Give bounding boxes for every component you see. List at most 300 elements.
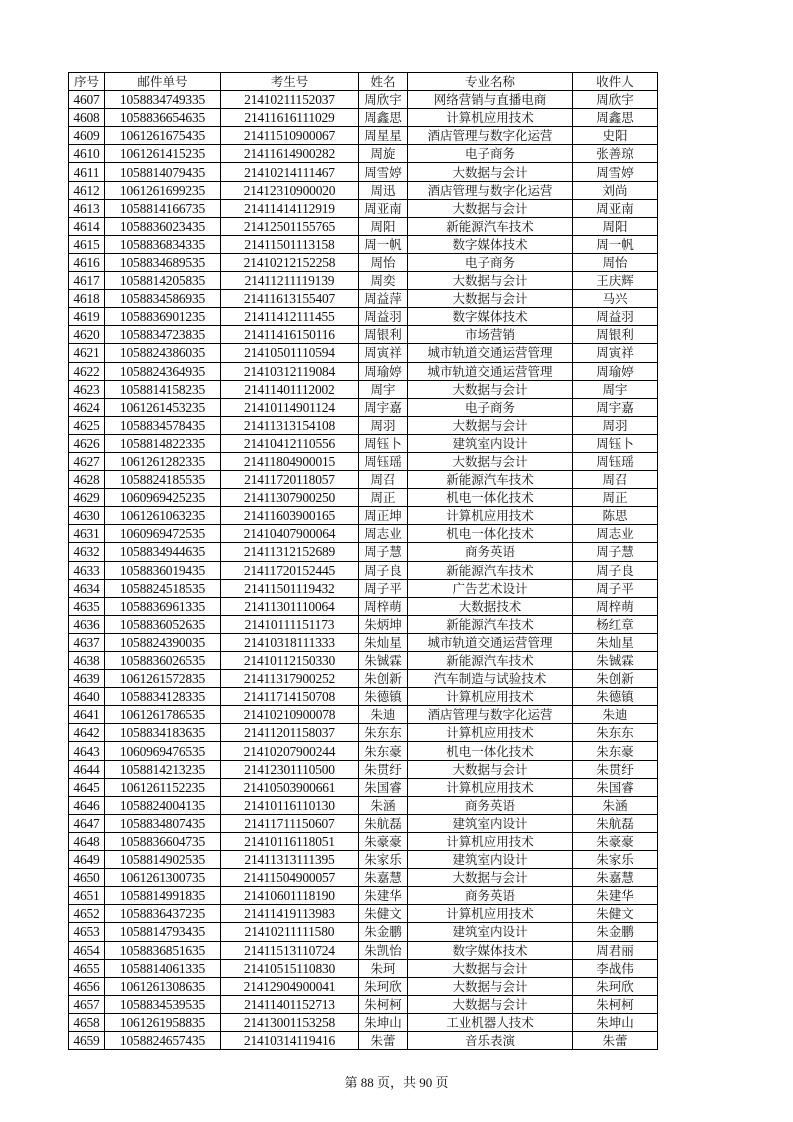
cell-name: 朱东豪: [359, 742, 408, 760]
cell-recipient: 朱建华: [573, 887, 658, 905]
table-row: [69, 615, 658, 633]
cell-name: 朱航磊: [359, 814, 408, 832]
cell-recipient: 周瑜婷: [573, 362, 658, 380]
cell-recipient: 周君丽: [573, 941, 658, 959]
cell-name: 朱炳坤: [359, 615, 408, 633]
table-header-row: [69, 73, 658, 91]
cell-serial-number: 4636: [69, 615, 105, 633]
table-row: [69, 742, 658, 760]
cell-mail-number: 1058814158235: [105, 380, 221, 398]
cell-mail-number: 1061261282335: [105, 452, 221, 470]
cell-name: 朱珂欣: [359, 977, 408, 995]
cell-major: 城市轨道交通运营管理: [408, 633, 573, 651]
cell-major: 大数据与会计: [408, 272, 573, 290]
cell-recipient: 朱柯柯: [573, 995, 658, 1013]
cell-exam-number: 21410318111333: [221, 633, 359, 651]
cell-mail-number: 1058834183635: [105, 724, 221, 742]
table-row: [69, 181, 658, 199]
cell-major: 数字媒体技术: [408, 308, 573, 326]
cell-name: 朱健文: [359, 905, 408, 923]
table-row: [69, 109, 658, 127]
table-row: [69, 832, 658, 850]
cell-major: 新能源汽车技术: [408, 615, 573, 633]
cell-name: 周欣宇: [359, 91, 408, 109]
table-row: [69, 814, 658, 832]
cell-name: 周星星: [359, 127, 408, 145]
cell-name: 周羽: [359, 416, 408, 434]
cell-exam-number: 21411419113983: [221, 905, 359, 923]
table-row: [69, 670, 658, 688]
cell-name: 朱涵: [359, 796, 408, 814]
cell-recipient: 周子良: [573, 561, 658, 579]
cell-serial-number: 4615: [69, 235, 105, 253]
cell-serial-number: 4610: [69, 145, 105, 163]
cell-name: 周旋: [359, 145, 408, 163]
cell-exam-number: 21410214111467: [221, 163, 359, 181]
cell-mail-number: 1058834586935: [105, 290, 221, 308]
cell-recipient: 周召: [573, 471, 658, 489]
cell-serial-number: 4607: [69, 91, 105, 109]
cell-mail-number: 1058814166735: [105, 199, 221, 217]
cell-recipient: 周志业: [573, 525, 658, 543]
table-body: [69, 91, 658, 1050]
cell-serial-number: 4642: [69, 724, 105, 742]
cell-name: 朱珂: [359, 959, 408, 977]
table-row: [69, 561, 658, 579]
table-row: [69, 434, 658, 452]
cell-recipient: 杨红章: [573, 615, 658, 633]
cell-name: 朱德镇: [359, 688, 408, 706]
table-row: [69, 235, 658, 253]
cell-major: 城市轨道交通运营管理: [408, 344, 573, 362]
cell-serial-number: 4646: [69, 796, 105, 814]
cell-name: 周钰瑶: [359, 452, 408, 470]
cell-mail-number: 1058836851635: [105, 941, 221, 959]
cell-name: 周益萍: [359, 290, 408, 308]
cell-exam-number: 21410116118051: [221, 832, 359, 850]
cell-major: 音乐表演: [408, 1031, 573, 1049]
cell-recipient: 周羽: [573, 416, 658, 434]
cell-major: 商务英语: [408, 543, 573, 561]
cell-serial-number: 4618: [69, 290, 105, 308]
cell-exam-number: 21410111151173: [221, 615, 359, 633]
cell-recipient: 朱健文: [573, 905, 658, 923]
cell-major: 城市轨道交通运营管理: [408, 362, 573, 380]
cell-serial-number: 4651: [69, 887, 105, 905]
cell-serial-number: 4617: [69, 272, 105, 290]
table-row: [69, 977, 658, 995]
cell-name: 朱东东: [359, 724, 408, 742]
cell-exam-number: 21411414112919: [221, 199, 359, 217]
cell-exam-number: 21411317900252: [221, 670, 359, 688]
cell-exam-number: 21411201158037: [221, 724, 359, 742]
cell-mail-number: 1061261675435: [105, 127, 221, 145]
cell-mail-number: 1058834723835: [105, 326, 221, 344]
cell-mail-number: 1060969425235: [105, 489, 221, 507]
cell-recipient: 马兴: [573, 290, 658, 308]
cell-major: 新能源汽车技术: [408, 471, 573, 489]
cell-exam-number: 21411804900015: [221, 452, 359, 470]
cell-mail-number: 1058814822335: [105, 434, 221, 452]
cell-recipient: 朱坤山: [573, 1013, 658, 1031]
cell-name: 周寅祥: [359, 344, 408, 362]
cell-name: 周益羽: [359, 308, 408, 326]
cell-mail-number: 1058836052635: [105, 615, 221, 633]
cell-mail-number: 1058836019435: [105, 561, 221, 579]
cell-serial-number: 4657: [69, 995, 105, 1013]
cell-exam-number: 21410503900661: [221, 778, 359, 796]
cell-name: 周怡: [359, 253, 408, 271]
cell-exam-number: 21410116110130: [221, 796, 359, 814]
cell-major: 新能源汽车技术: [408, 652, 573, 670]
cell-serial-number: 4637: [69, 633, 105, 651]
table-row: [69, 688, 658, 706]
cell-recipient: 周一帆: [573, 235, 658, 253]
table-row: [69, 724, 658, 742]
cell-exam-number: 21412904900041: [221, 977, 359, 995]
table-row: [69, 344, 658, 362]
cell-exam-number: 21410112150330: [221, 652, 359, 670]
cell-recipient: 朱嘉慧: [573, 869, 658, 887]
mailing-table: [68, 72, 658, 1050]
header-recipient: 收件人: [573, 73, 658, 91]
cell-major: 机电一体化技术: [408, 525, 573, 543]
cell-serial-number: 4619: [69, 308, 105, 326]
cell-exam-number: 21410601118190: [221, 887, 359, 905]
cell-exam-number: 21411614900282: [221, 145, 359, 163]
table-row: [69, 543, 658, 561]
cell-serial-number: 4627: [69, 452, 105, 470]
cell-recipient: 朱蕾: [573, 1031, 658, 1049]
table-row: [69, 778, 658, 796]
cell-name: 周宇: [359, 380, 408, 398]
cell-recipient: 周雪婷: [573, 163, 658, 181]
cell-exam-number: 21413001153258: [221, 1013, 359, 1031]
cell-serial-number: 4629: [69, 489, 105, 507]
cell-exam-number: 21411501113158: [221, 235, 359, 253]
table-row: [69, 272, 658, 290]
cell-major: 市场营销: [408, 326, 573, 344]
table-row: [69, 471, 658, 489]
cell-recipient: 周钰卜: [573, 434, 658, 452]
cell-recipient: 朱东东: [573, 724, 658, 742]
cell-exam-number: 21410407900064: [221, 525, 359, 543]
cell-mail-number: 1058814991835: [105, 887, 221, 905]
cell-major: 商务英语: [408, 887, 573, 905]
cell-mail-number: 1061261786535: [105, 706, 221, 724]
cell-serial-number: 4638: [69, 652, 105, 670]
cell-mail-number: 1058834944635: [105, 543, 221, 561]
cell-major: 建筑室内设计: [408, 434, 573, 452]
cell-major: 新能源汽车技术: [408, 217, 573, 235]
cell-major: 电子商务: [408, 253, 573, 271]
cell-recipient: 周宇: [573, 380, 658, 398]
cell-recipient: 朱东豪: [573, 742, 658, 760]
cell-serial-number: 4644: [69, 760, 105, 778]
cell-recipient: 王庆辉: [573, 272, 658, 290]
cell-major: 计算机应用技术: [408, 832, 573, 850]
cell-name: 朱坤山: [359, 1013, 408, 1031]
cell-mail-number: 1058824390035: [105, 633, 221, 651]
cell-serial-number: 4622: [69, 362, 105, 380]
cell-exam-number: 21410314119416: [221, 1031, 359, 1049]
cell-mail-number: 1058824004135: [105, 796, 221, 814]
cell-name: 周迅: [359, 181, 408, 199]
table-row: [69, 127, 658, 145]
table-row: [69, 525, 658, 543]
cell-mail-number: 1061261453235: [105, 398, 221, 416]
cell-name: 朱凯怡: [359, 941, 408, 959]
cell-serial-number: 4609: [69, 127, 105, 145]
cell-recipient: 史阳: [573, 127, 658, 145]
cell-serial-number: 4626: [69, 434, 105, 452]
cell-exam-number: 21411510900067: [221, 127, 359, 145]
cell-major: 酒店管理与数字化运营: [408, 706, 573, 724]
cell-major: 电子商务: [408, 145, 573, 163]
cell-serial-number: 4649: [69, 851, 105, 869]
cell-mail-number: 1058814902535: [105, 851, 221, 869]
table-row: [69, 1013, 658, 1031]
table-row: [69, 199, 658, 217]
cell-serial-number: 4640: [69, 688, 105, 706]
cell-serial-number: 4616: [69, 253, 105, 271]
table-row: [69, 887, 658, 905]
cell-mail-number: 1058836023435: [105, 217, 221, 235]
cell-mail-number: 1058836901235: [105, 308, 221, 326]
cell-recipient: 周欣宇: [573, 91, 658, 109]
table-row: [69, 507, 658, 525]
table-row: [69, 760, 658, 778]
cell-exam-number: 21412301110500: [221, 760, 359, 778]
cell-recipient: 朱国睿: [573, 778, 658, 796]
cell-recipient: 朱德镇: [573, 688, 658, 706]
cell-serial-number: 4658: [69, 1013, 105, 1031]
cell-major: 汽车制造与试验技术: [408, 670, 573, 688]
cell-major: 大数据与会计: [408, 452, 573, 470]
cell-name: 朱国睿: [359, 778, 408, 796]
cell-name: 周子良: [359, 561, 408, 579]
table-row: [69, 1031, 658, 1049]
cell-major: 大数据与会计: [408, 959, 573, 977]
cell-exam-number: 21411711150607: [221, 814, 359, 832]
cell-serial-number: 4621: [69, 344, 105, 362]
cell-mail-number: 1058824386035: [105, 344, 221, 362]
cell-mail-number: 1058814061335: [105, 959, 221, 977]
cell-mail-number: 1061261958835: [105, 1013, 221, 1031]
table-row: [69, 652, 658, 670]
cell-name: 朱迪: [359, 706, 408, 724]
cell-name: 周子平: [359, 579, 408, 597]
cell-recipient: 周鑫思: [573, 109, 658, 127]
cell-exam-number: 21410412110556: [221, 434, 359, 452]
cell-recipient: 朱创新: [573, 670, 658, 688]
cell-serial-number: 4635: [69, 597, 105, 615]
cell-exam-number: 21410211111580: [221, 923, 359, 941]
cell-recipient: 朱灿星: [573, 633, 658, 651]
cell-recipient: 朱铖霖: [573, 652, 658, 670]
page-number: 第 88 页，共 90 页: [344, 1075, 449, 1090]
cell-recipient: 周寅祥: [573, 344, 658, 362]
cell-recipient: 周子慧: [573, 543, 658, 561]
cell-serial-number: 4643: [69, 742, 105, 760]
cell-exam-number: 21412501155765: [221, 217, 359, 235]
cell-serial-number: 4652: [69, 905, 105, 923]
cell-recipient: 周宇嘉: [573, 398, 658, 416]
cell-name: 周正: [359, 489, 408, 507]
cell-major: 大数据与会计: [408, 290, 573, 308]
cell-serial-number: 4632: [69, 543, 105, 561]
cell-serial-number: 4653: [69, 923, 105, 941]
cell-name: 朱家乐: [359, 851, 408, 869]
cell-major: 大数据与会计: [408, 416, 573, 434]
cell-recipient: 朱珂欣: [573, 977, 658, 995]
cell-mail-number: 1061261699235: [105, 181, 221, 199]
cell-name: 周奕: [359, 272, 408, 290]
cell-exam-number: 21411513110724: [221, 941, 359, 959]
cell-recipient: 周梓萌: [573, 597, 658, 615]
cell-mail-number: 1058834689535: [105, 253, 221, 271]
table-row: [69, 380, 658, 398]
cell-major: 大数据技术: [408, 597, 573, 615]
table-row: [69, 633, 658, 651]
cell-exam-number: 21411720118057: [221, 471, 359, 489]
cell-major: 建筑室内设计: [408, 851, 573, 869]
cell-name: 周亚南: [359, 199, 408, 217]
cell-major: 大数据与会计: [408, 995, 573, 1013]
cell-recipient: 朱迪: [573, 706, 658, 724]
table-row: [69, 706, 658, 724]
table-row: [69, 326, 658, 344]
cell-name: 周鑫思: [359, 109, 408, 127]
cell-recipient: 周益羽: [573, 308, 658, 326]
cell-name: 周阳: [359, 217, 408, 235]
cell-exam-number: 21410212152258: [221, 253, 359, 271]
cell-mail-number: 1058834749335: [105, 91, 221, 109]
cell-major: 大数据与会计: [408, 977, 573, 995]
table-row: [69, 398, 658, 416]
cell-serial-number: 4614: [69, 217, 105, 235]
cell-major: 酒店管理与数字化运营: [408, 181, 573, 199]
cell-major: 大数据与会计: [408, 869, 573, 887]
cell-major: 机电一体化技术: [408, 742, 573, 760]
cell-exam-number: 21410210900078: [221, 706, 359, 724]
cell-serial-number: 4633: [69, 561, 105, 579]
table-row: [69, 579, 658, 597]
cell-recipient: 周子平: [573, 579, 658, 597]
cell-major: 新能源汽车技术: [408, 561, 573, 579]
cell-exam-number: 21411313111395: [221, 851, 359, 869]
cell-recipient: 周亚南: [573, 199, 658, 217]
cell-recipient: 刘尚: [573, 181, 658, 199]
cell-recipient: 朱金鹏: [573, 923, 658, 941]
cell-recipient: 朱涵: [573, 796, 658, 814]
cell-major: 网络营销与直播电商: [408, 91, 573, 109]
cell-exam-number: 21410501110594: [221, 344, 359, 362]
cell-mail-number: 1058834578435: [105, 416, 221, 434]
cell-serial-number: 4628: [69, 471, 105, 489]
cell-mail-number: 1058824185535: [105, 471, 221, 489]
cell-recipient: 朱航磊: [573, 814, 658, 832]
cell-serial-number: 4631: [69, 525, 105, 543]
cell-name: 周雪婷: [359, 163, 408, 181]
cell-mail-number: 1061261063235: [105, 507, 221, 525]
cell-exam-number: 21411603900165: [221, 507, 359, 525]
cell-serial-number: 4611: [69, 163, 105, 181]
cell-exam-number: 21411412111455: [221, 308, 359, 326]
cell-exam-number: 21412310900020: [221, 181, 359, 199]
cell-mail-number: 1058824364935: [105, 362, 221, 380]
cell-name: 朱贯纡: [359, 760, 408, 778]
cell-serial-number: 4608: [69, 109, 105, 127]
cell-serial-number: 4648: [69, 832, 105, 850]
cell-recipient: 张善琼: [573, 145, 658, 163]
table-row: [69, 290, 658, 308]
table-row: [69, 941, 658, 959]
cell-mail-number: 1058814213235: [105, 760, 221, 778]
cell-mail-number: 1058834128335: [105, 688, 221, 706]
cell-mail-number: 1058836604735: [105, 832, 221, 850]
table-row: [69, 163, 658, 181]
cell-major: 计算机应用技术: [408, 905, 573, 923]
cell-name: 周一帆: [359, 235, 408, 253]
cell-exam-number: 21411504900057: [221, 869, 359, 887]
table-row: [69, 452, 658, 470]
mailing-table-container: [68, 72, 658, 1050]
header-mail-number: 邮件单号: [105, 73, 221, 91]
cell-name: 朱创新: [359, 670, 408, 688]
cell-major: 大数据与会计: [408, 163, 573, 181]
cell-exam-number: 21411613155407: [221, 290, 359, 308]
cell-name: 周正坤: [359, 507, 408, 525]
cell-name: 朱柯柯: [359, 995, 408, 1013]
header-major: 专业名称: [408, 73, 573, 91]
cell-recipient: 朱豪豪: [573, 832, 658, 850]
cell-major: 计算机应用技术: [408, 724, 573, 742]
table-row: [69, 851, 658, 869]
table-row: [69, 959, 658, 977]
cell-serial-number: 4630: [69, 507, 105, 525]
cell-exam-number: 21411312152689: [221, 543, 359, 561]
table-row: [69, 796, 658, 814]
cell-recipient: 陈思: [573, 507, 658, 525]
table-row: [69, 145, 658, 163]
cell-name: 朱嘉慧: [359, 869, 408, 887]
table-row: [69, 869, 658, 887]
cell-serial-number: 4650: [69, 869, 105, 887]
cell-mail-number: 1060969476535: [105, 742, 221, 760]
table-row: [69, 597, 658, 615]
cell-mail-number: 1061261300735: [105, 869, 221, 887]
cell-mail-number: 1058814079435: [105, 163, 221, 181]
cell-mail-number: 1058824518535: [105, 579, 221, 597]
table-row: [69, 416, 658, 434]
cell-major: 工业机器人技术: [408, 1013, 573, 1031]
cell-exam-number: 21411616111029: [221, 109, 359, 127]
cell-exam-number: 21410211152037: [221, 91, 359, 109]
cell-exam-number: 21411416150116: [221, 326, 359, 344]
table-row: [69, 217, 658, 235]
cell-mail-number: 1058836437235: [105, 905, 221, 923]
cell-mail-number: 1058834807435: [105, 814, 221, 832]
table-row: [69, 995, 658, 1013]
cell-name: 周梓萌: [359, 597, 408, 615]
table-row: [69, 91, 658, 109]
cell-recipient: 周怡: [573, 253, 658, 271]
cell-exam-number: 21411301110064: [221, 597, 359, 615]
cell-recipient: 周阳: [573, 217, 658, 235]
cell-major: 计算机应用技术: [408, 688, 573, 706]
cell-serial-number: 4613: [69, 199, 105, 217]
